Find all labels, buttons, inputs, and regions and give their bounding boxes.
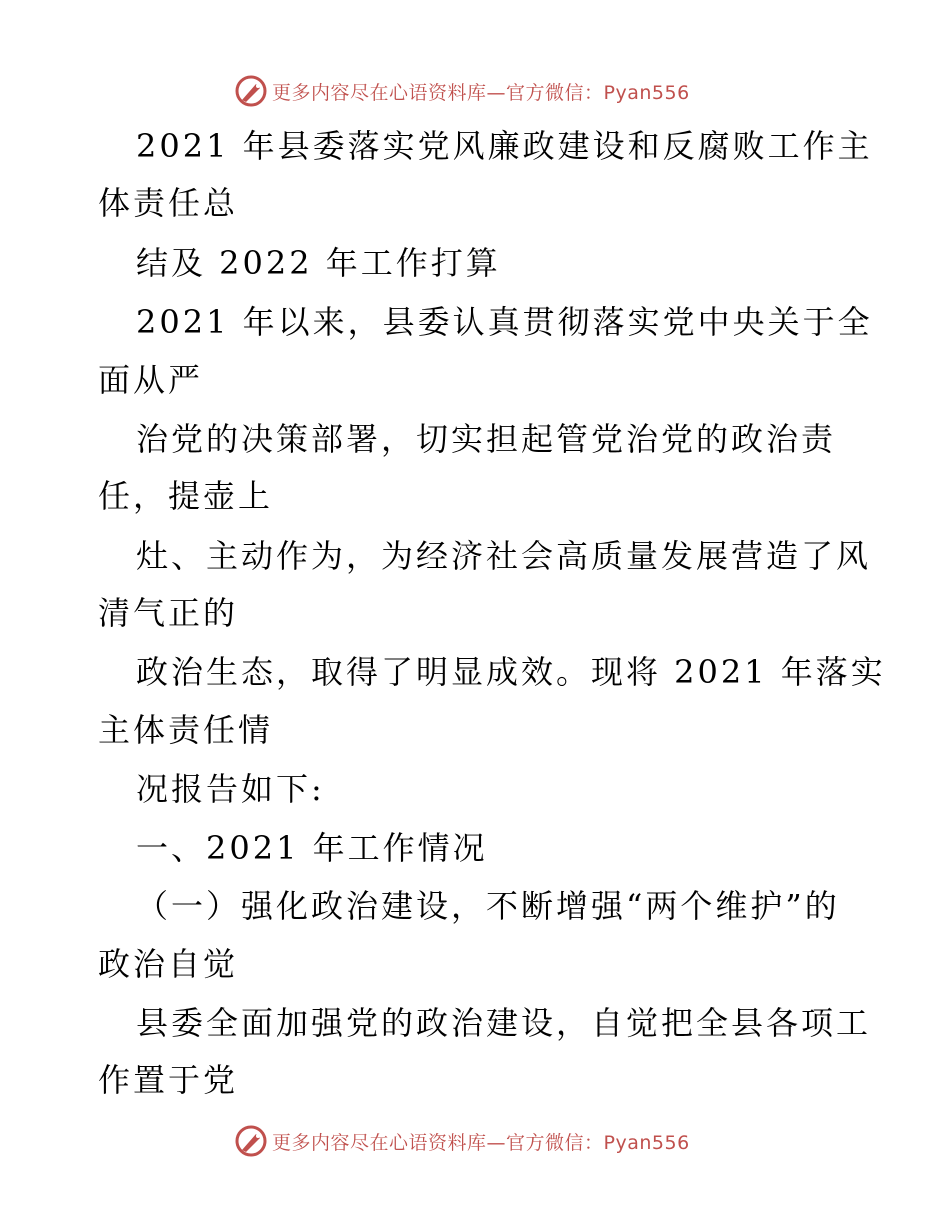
footer-watermark <box>234 1121 690 1161</box>
text-line: 一、2021 年工作情况 <box>136 829 488 867</box>
text-line: 灶、主动作为，为经济社会高质量发展营造了风 <box>136 537 872 575</box>
watermark-text: 更多内容尽在心语资料库—官方微信：Pyan556 <box>272 1131 690 1154</box>
text-line: 清气正的 <box>98 594 239 632</box>
text-line: 面从严 <box>98 361 204 399</box>
pen-nib-logo-icon <box>234 1124 268 1158</box>
text-line: 县委全面加强党的政治建设，自觉把全县各项工 <box>136 1004 872 1042</box>
text-line: 况报告如下: <box>136 770 325 808</box>
text-line: 2021 年县委落实党风廉政建设和反腐败工作主 <box>136 127 873 165</box>
text-line: 任，提壶上 <box>98 477 274 515</box>
watermark-text: 更多内容尽在心语资料库—官方微信：Pyan556 <box>272 81 690 104</box>
text-line: 2021 年以来，县委认真贯彻落实党中央关于全 <box>136 303 873 341</box>
text-line: 体责任总 <box>98 184 239 222</box>
text-line: 结及 2022 年工作打算 <box>136 244 501 282</box>
text-line: 政治自觉 <box>98 945 239 983</box>
text-line: 政治生态，取得了明显成效。现将 2021 年落实 <box>136 653 886 691</box>
text-line: 治党的决策部署，切实担起管党治党的政治责 <box>136 420 837 458</box>
text-line: 主体责任情 <box>98 711 274 749</box>
text-line: （一）强化政治建设，不断增强“两个维护”的 <box>136 887 840 925</box>
header-watermark <box>234 71 690 111</box>
pen-nib-logo-icon <box>234 74 268 108</box>
text-line: 作置于党 <box>98 1061 239 1099</box>
